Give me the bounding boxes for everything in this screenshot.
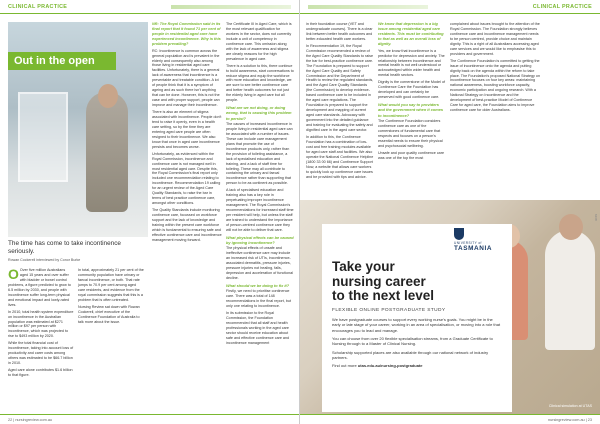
page-footer bbox=[300, 414, 600, 424]
logo-big-text: TASMANIA bbox=[454, 245, 493, 252]
paragraph: You can choose from over 20 flexible specialisation streams, from a Graduate Certificate to Nursing through to a Master of Clinical Nursing. bbox=[332, 335, 493, 347]
person-head bbox=[98, 84, 118, 108]
ad-cta bbox=[332, 363, 502, 368]
subheading: What should we be doing to fix it? bbox=[226, 283, 290, 289]
paragraph: A lack of specialised education and training also has a key role in perpetuating improper incontinence management. The Royal Commission's recommendations for increased staff time per resident will help, but unless the staff are trained to understand the importance of person-centred continence care they will not be able to deliver that care. bbox=[226, 188, 294, 232]
section-header bbox=[300, 0, 600, 14]
paragraph: Dignity is the cornerstone of the Model of Continence Care the Foundation has developed and can certainly be preserved with good continence care. bbox=[378, 80, 446, 100]
headline-line: to the next level bbox=[332, 288, 435, 304]
right-column-3 bbox=[450, 22, 540, 115]
paragraph: In total, approximately 21 per cent of the community population have urinary or faecal incontinence, or both. That rate jumps to 70.9 per cent among aged care residents, and evidence from the royal commission suggests that this is a problem that is often untreated. bbox=[78, 268, 144, 302]
headline-line: Take your bbox=[332, 259, 395, 274]
ad-panel bbox=[322, 224, 512, 412]
paragraph: Unsafe and poor quality continence care was one of the top the most bbox=[378, 150, 445, 160]
paragraph: In addition to this, the Continence Foundation has a combination of low-cost and free training modules available for aged care staff and facilities. We also operate the National Continence Helpline (1800 33 00 66) and Continence Support Now, a website that allows care workers to quickly look up continence care issues and be provided with tips and advice. bbox=[306, 134, 374, 179]
utas-advert[interactable] bbox=[300, 200, 600, 414]
hero-image bbox=[8, 22, 148, 237]
right-column-2 bbox=[378, 22, 446, 162]
paragraph: The Continence Foundation considers continence care as one of the cornerstones of fundamental care that respects and focuses on a person's essential needs to ensure their physical and psychosocial wellbeing. bbox=[378, 118, 443, 148]
left-column-3 bbox=[226, 22, 294, 348]
margin-code: MOB bbox=[594, 214, 598, 221]
university-logo bbox=[454, 228, 492, 252]
logo-small-text: UNIVERSITY of bbox=[454, 241, 482, 245]
pull-question: We know that depression is a big issue among residential aged care residents. This must be contributing to that as well as an overall loss of dignity. bbox=[378, 22, 444, 46]
drop-cap: O bbox=[8, 266, 19, 282]
paragraph: The Certificate III in Aged Care, which is the most relevant qualification for workers in the sector, does not currently include a unit of competency in continence care. This omission along with the lack of awareness and stigma are clearly reasons for the high prevalence in aged care. bbox=[226, 22, 292, 61]
article-title: Out in the open bbox=[14, 55, 95, 67]
paragraph: Aged care alone contributes $1.6 billion to that figure. bbox=[8, 368, 73, 378]
right-page bbox=[300, 0, 600, 424]
left-column-1 bbox=[8, 268, 74, 380]
person-figure bbox=[86, 92, 128, 212]
paragraph: Scholarship supported places are also available through our national network of industry partners. bbox=[332, 349, 489, 361]
paragraph: Firstly, we need to prioritise continence care. There was a total of 148 recommendations in the final report, but only one relating to incontinence. bbox=[226, 289, 291, 309]
section-header bbox=[0, 0, 299, 14]
section-label: CLINICAL PRACTICE bbox=[532, 3, 592, 10]
window-shape bbox=[18, 92, 68, 182]
ad-headline bbox=[332, 260, 502, 304]
paragraph: In Recommendation 19, the Royal Commission recommended a review of the Aged Care Quality Standards to raise the bar for best-practice continence care. The Foundation is prepared to support the Aged Care Quality and Safety Commission and the Department of Health to review the regulated standards, and the Aged Care Quality Standards (the Commission) to develop evidence-based continence care to be included in the aged care regulations. The Foundation is prepared to support the development and mapping of current aged care standards. Advocacy with government into the detailed guidance and training for evaluating the safety and dignified care in the aged care sector. bbox=[306, 43, 374, 133]
right-column-1 bbox=[306, 22, 374, 182]
paragraph: Yes, we know that incontinence is a predictor for depression and anxiety. The relationship between incontinence and mental health is not well understood or acknowledged within wider health and mental health sectors. bbox=[378, 48, 445, 78]
ad-body bbox=[332, 317, 502, 369]
paragraph: While the total financial cost of incontinence, taking into account loss of productivity and carer costs among others was estimated to be $66.7 billion in 2010. bbox=[8, 341, 74, 366]
title-bar bbox=[8, 52, 116, 70]
paragraph: Nursing Review sat down with Rowan Cockerell, chief executive of the Continence Foundation of Australia to talk more about the issue. bbox=[78, 304, 140, 324]
header-rule bbox=[308, 5, 428, 9]
person-head bbox=[559, 214, 583, 240]
left-column-1b bbox=[78, 268, 144, 326]
crest-icon bbox=[454, 228, 464, 240]
page-number: nursingreview.com.au | 23 bbox=[547, 417, 592, 422]
paragraph: complained about issues brought to the attention of the Royal Commission. The Foundation strongly believes continence care and incontinence management needs to be person centred, provide choice and maintain dignity. This is a right of all Australians accessing aged care services and we would like to emphasise this to providers and government. bbox=[450, 22, 540, 56]
headline-line: nursing career bbox=[332, 273, 426, 289]
paragraph: In 2010, total health system expenditure on incontinence in the Australian population was estimated at $271 million or $97 per person with incontinence, which was projected to rise to $493 million by 2020. bbox=[8, 309, 74, 339]
photo-location: Clinical simulation at UTAS bbox=[548, 404, 592, 408]
left-column-2 bbox=[152, 22, 222, 245]
paragraph: There is also an element of stigma associated with incontinence. People don't tend to raise it openly, even in a health care setting, so by the time they are entering aged care people are often resigned to their incontinence. We also know that once in aged care incontinence persists and becomes worse. bbox=[152, 110, 222, 149]
paragraph: RC: Incontinence is common across the general population and is prevalent in the elderly and consequently also among those living in residential aged care facilities. Unfortunately, there is a general lack of awareness that incontinence is a preventable and treatable condition. A lot of people think that it is a symptom of ageing and as such there isn't anything that can be done. However, this is not the case and with proper support, people can improve and manage their incontinence. bbox=[152, 48, 220, 108]
person-figure bbox=[545, 230, 595, 350]
paragraph: in their foundation course (VET and undergraduate courses). There is a clear link between better health outcomes and better-educated health care workers. bbox=[306, 22, 373, 41]
paragraph: In its submission to the Royal Commission, the Foundation recommended that all staff and health professionals working in the aged care sector should receive education about safe and effective continence care and incontinence management bbox=[226, 311, 290, 345]
ad-tagline: FLEXIBLE ONLINE POSTGRADUATE STUDY bbox=[332, 307, 446, 313]
paragraph: Unfortunately, as evidenced within the Royal Commission, incontinence and continence care is not managed well in most residential aged care. Despite this, the Royal Commission's final report only included one recommendation relating to incontinence. Recommendation 19 calling for an urgent review of the Aged Care Quality Standards, to raise the bar in terms of best practice continence care, amongst other conditions. bbox=[152, 151, 221, 206]
article-byline: Rowan Cockerell interviewed by Conor Burke bbox=[8, 258, 81, 262]
ad-link[interactable]: utas.edu.au/nursing-postgraduate bbox=[357, 363, 423, 369]
paragraph: The physical effects of unsafe and ineffective continence care may include an increased risk of UTIs, incontinence-associated dermatitis, pressure injuries, pressure injuries not healing, falls, depression and acceleration of functional decline. bbox=[226, 246, 294, 281]
article-deck: The time has come to take incontinence seriously. bbox=[8, 240, 121, 255]
paragraph: The Continence Foundation is committed to getting the issue of incontinence onto the agenda and putting dignity back on the agenda within the reform to take place. The Foundation's proposed National Strategy on Incontinence focuses on four key areas: maintaining national awareness, boosting workforce capacity, economic participation and ongoing research. With a National Strategy on Incontinence and the development of best-practice Model of Continence Care for aged care, the Foundation aims to improve continence care for older Australians. bbox=[450, 58, 541, 113]
subheading: What would you say to providers and the government when it comes to incontinence? bbox=[378, 102, 444, 118]
paragraph: The Quality Standards include monitoring continence care, focussed on workforce support and the lack of knowledge and training within the present care workforce which is fundamental to ensuring safe and effective continence care and incontinence management moving forward. bbox=[152, 208, 222, 242]
page-footer bbox=[0, 414, 299, 424]
question: NR: The Royal Commission said in its final report that it found 71 per cent of people in residential aged care have experienced incontinence. Why is this problem prevailing? bbox=[152, 22, 221, 46]
paragraph: The causes of increased incontinence in people living in residential aged care can be associated with a number of issues. These can include care management plans that promote the use of incontinence products only, rather than the provision of toileting assistance, a lack of specialised education and training, and a lack of staff time for toileting. These may all contribute to containing the urinary and faecal incontinence rather than supporting that person to be as continent as possible. bbox=[226, 121, 293, 186]
header-rule bbox=[171, 5, 291, 9]
section-label: CLINICAL PRACTICE bbox=[8, 3, 68, 10]
paragraph: We have postgraduate courses to support every working nurse's goals. You might be in the early or late stage of your career, working in an area of specialisation, or moving into a role that encourages you to lead and manage. bbox=[332, 316, 501, 333]
page-number: 22 | nursingreview.com.au bbox=[8, 417, 53, 422]
cta-label: Find out more bbox=[332, 363, 357, 369]
paragraph: Over five million Australians aged 15 years and over suffer with bladder or bowel control problems, a figure predicted to grow to 6.5 million by 2030, and people with incontinence suffer long-term physical and emotional impact and lowly‑rated lives. bbox=[8, 268, 71, 307]
article-caption bbox=[8, 240, 143, 263]
subheading: What physical effects can be caused by ignoring incontinence? bbox=[226, 234, 294, 246]
subheading: What are we not doing, or doing wrong, that is causing this problem to persist? bbox=[226, 105, 292, 121]
paragraph: There is a solution to this, there continue to build awareness, start conversations to reduce stigma and equip the workforce with more education and knowledge, we are sure to see better continence care and better health outcomes for not just the elderly living in aged care but all people. bbox=[226, 63, 294, 103]
